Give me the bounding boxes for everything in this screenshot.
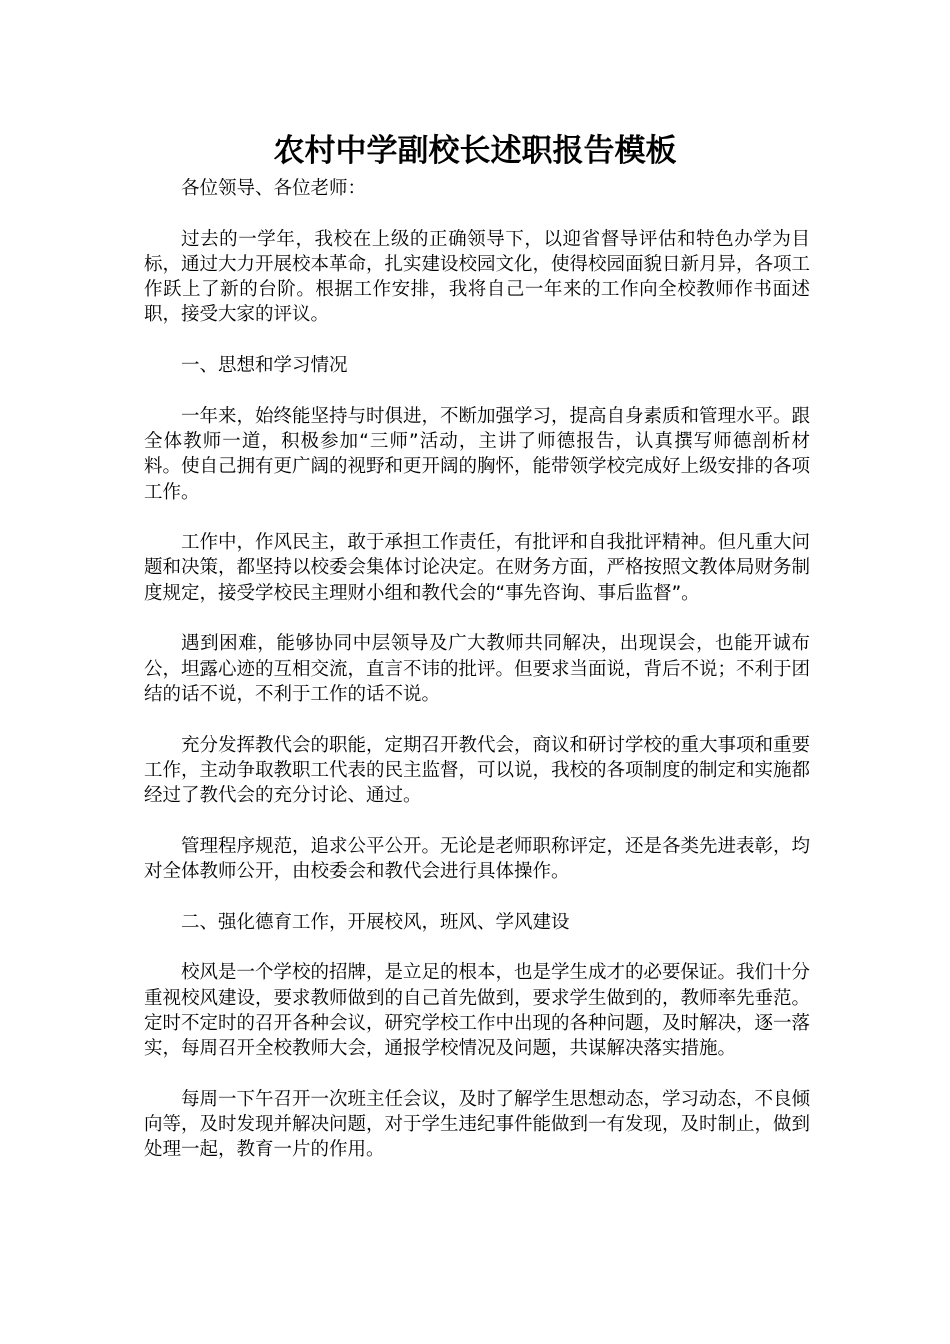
section-heading: 一、思想和学习情况 <box>181 355 348 377</box>
paragraph: 过去的一学年，我校在上级的正确领导下，以迎省督导评估和特色办学为目标，通过大力开展校本革命，扎实建设校园文化，使得校园面貌日新月异，各项工作跃上了新的台阶。根据工作安排，我将自己一年来的工作向全校教师作书面述职，接受大家的评议。 <box>144 228 811 326</box>
paragraph: 一年来，始终能坚持与时俱进，不断加强学习，提高自身素质和管理水平。跟全体教师一道，积极参加“三师”活动，主讲了师德报告，认真撰写师德剖析材料。使自己拥有更广阔的视野和更开阔的胸怀，能带领学校完成好上级安排的各项工作。 <box>144 405 811 503</box>
paragraph-gap <box>144 1061 810 1086</box>
document-title: 农村中学副校长述职报告模板 <box>273 133 677 169</box>
paragraph-gap <box>144 505 810 530</box>
paragraph: 管理程序规范，追求公平公开。无论是老师职称评定，还是各类先进表彰，均对全体教师公开，由校委会和教代会进行具体操作。 <box>144 835 811 883</box>
paragraph: 校风是一个学校的招牌，是立足的根本，也是学生成才的必要保证。我们十分重视校风建设，要求教师做到的自己首先做到，要求学生做到的，教师率先垂范。定时不定时的召开各种会议，研究学校工作中出现的各种问题，及时解决，逐一落实，每周召开全校教师大会，通报学校情况及问题，共谋解决落实措施。 <box>144 962 811 1060</box>
paragraph-gap <box>144 201 810 226</box>
paragraph: 工作中，作风民主，敢于承担工作责任，有批评和自我批评精神。但凡重大问题和决策，都坚持以校委会集体讨论决定。在财务方面，严格按照文教体局财务制度规定，接受学校民主理财小组和教代会的“事先咨询、事后监督”。 <box>144 532 811 604</box>
paragraph-gap <box>144 328 810 353</box>
paragraph: 每周一下午召开一次班主任会议，及时了解学生思想动态，学习动态，不良倾向等，及时发现并解决问题，对于学生违纪事件能做到一有发现，及时制止，做到处理一起，教育一片的作用。 <box>144 1088 811 1161</box>
paragraph-gap <box>144 707 810 732</box>
greeting: 各位领导、各位老师： <box>181 178 367 199</box>
section-heading: 二、强化德育工作，开展校风，班风、学风建设 <box>181 911 570 933</box>
paragraph-gap <box>144 808 810 833</box>
paragraph: 遇到困难，能够协同中层领导及广大教师共同解决，出现误会，也能开诚布公，坦露心迹的互相交流，直言不讳的批评。但要求当面说，背后不说；不利于团结的话不说，不利于工作的话不说。 <box>144 633 811 705</box>
paragraph-gap <box>144 884 810 909</box>
paragraph-gap <box>144 378 810 403</box>
paragraph-gap <box>144 935 810 960</box>
paragraph: 充分发挥教代会的职能，定期召开教代会，商议和研讨学校的重大事项和重要工作，主动争取教职工代表的民主监督，可以说，我校的各项制度的制定和实施都经过了教代会的充分讨论、通过。 <box>144 734 811 807</box>
paragraph-gap <box>144 606 810 631</box>
document-body <box>144 176 810 1163</box>
